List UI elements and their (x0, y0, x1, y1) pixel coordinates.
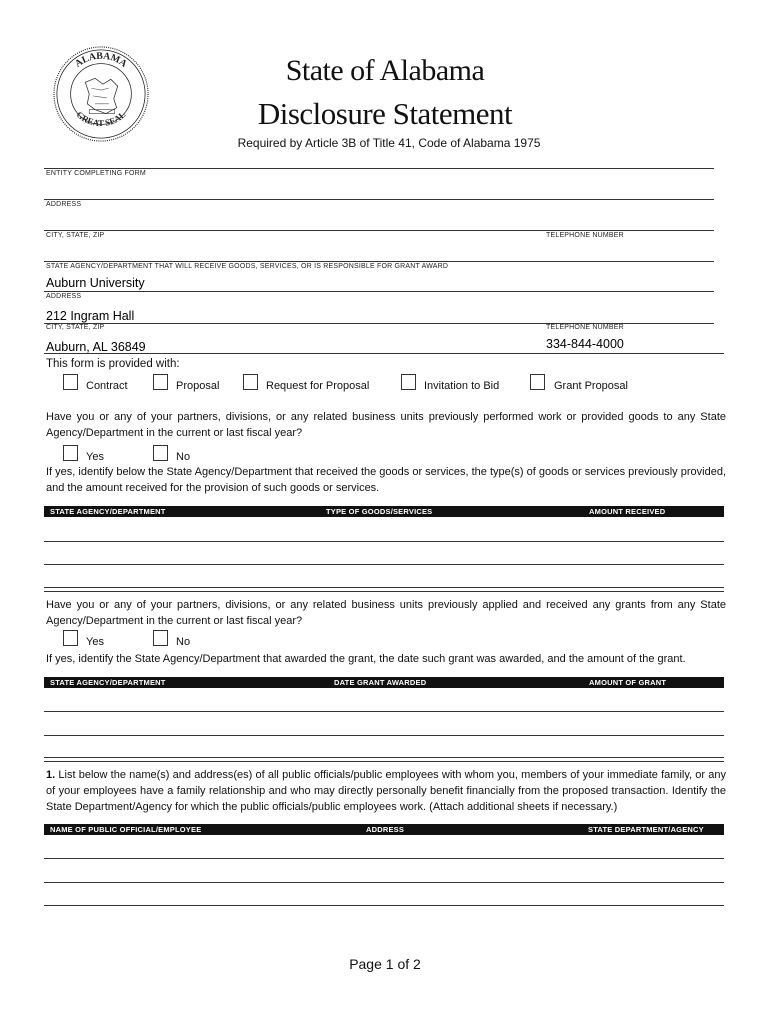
agency-line (44, 261, 714, 262)
grant-proposal-label: Grant Proposal (554, 380, 628, 392)
goods-col-agency: STATE AGENCY/DEPARTMENT (50, 507, 166, 516)
officials-question-number: 1. (46, 769, 56, 781)
grants-instruction: If yes, identify the State Agency/Department that awarded the grant, the date such grant was awarded, and the amount of the grant. (46, 653, 686, 665)
goods-no-label: No (176, 451, 191, 463)
officials-row-line-2[interactable] (44, 882, 724, 883)
seal-text-top: ALABAMA (73, 50, 129, 70)
proposal-checkbox[interactable] (153, 374, 168, 390)
officials-col-agency: STATE DEPARTMENT/AGENCY (588, 825, 704, 834)
entity-city-line (44, 230, 714, 231)
grants-no-label: No (176, 636, 191, 648)
agency-phone-label: TELEPHONE NUMBER (546, 324, 624, 331)
goods-col-amount: AMOUNT RECEIVED (589, 507, 666, 516)
goods-section-divider (44, 587, 724, 592)
agency-address-field[interactable]: 212 Ingram Hall (46, 309, 135, 323)
grants-yes-checkbox[interactable] (63, 630, 78, 646)
seal-text-bottom: GREAT SEAL (74, 109, 128, 129)
agency-label: STATE AGENCY/DEPARTMENT THAT WILL RECEIVE GOODS, SERVICES, OR IS RESPONSIBLE FOR GRANT AWARD (46, 263, 449, 270)
grants-yes-label: Yes (86, 636, 104, 648)
grant-proposal-checkbox[interactable] (530, 374, 545, 390)
officials-question (46, 767, 726, 815)
goods-row-line-2[interactable] (44, 564, 724, 565)
officials-row-line-3[interactable] (44, 905, 724, 906)
agency-field[interactable]: Auburn University (46, 276, 145, 290)
entity-phone-label: TELEPHONE NUMBER (546, 232, 624, 239)
rfp-label: Request for Proposal (266, 380, 370, 392)
goods-row-line-1[interactable] (44, 541, 724, 542)
goods-col-type: TYPE OF GOODS/SERVICES (326, 507, 433, 516)
goods-question: Have you or any of your partners, divisions, or any related business units previously performed work or provided goods to any State Agency/Department in the current or last fiscal year? (46, 411, 726, 439)
entity-address-line (44, 199, 714, 200)
agency-city-field[interactable]: Auburn, AL 36849 (46, 340, 146, 354)
agency-address-label: ADDRESS (46, 293, 82, 300)
goods-no-checkbox[interactable] (153, 445, 168, 461)
officials-row-line-1[interactable] (44, 858, 724, 859)
entity-address-label: ADDRESS (46, 201, 82, 208)
provided-with-label: This form is provided with: (46, 358, 180, 370)
agency-city-label: CITY, STATE, ZIP (46, 324, 105, 331)
grants-section-divider (44, 757, 724, 762)
contract-checkbox[interactable] (63, 374, 78, 390)
grants-question: Have you or any of your partners, divisions, or any related business units previously applied and received any grants from any State Agency/Department in the current or last fiscal year? (46, 599, 726, 627)
officials-table-header (44, 824, 724, 835)
rfp-checkbox[interactable] (243, 374, 258, 390)
proposal-label: Proposal (176, 380, 220, 392)
goods-table-header (44, 506, 724, 517)
goods-instruction: If yes, identify below the State Agency/Department that received the goods or services, the type(s) of goods or services previously provided, and the amount received for the provision of such goods or services. (46, 466, 726, 494)
officials-question-text: List below the name(s) and address(es) of all public officials/public employees with whom you, members of your immediate family, or any of your employees have a family relationship and who may directly personally benefit financially from the proposed transaction. Identify the State Department/Agency for which the public officials/public employees work. (Attach additional sheets if necessary.) (46, 769, 726, 813)
entity-line (44, 168, 714, 169)
grants-col-date: DATE GRANT AWARDED (334, 678, 427, 687)
goods-yes-label: Yes (86, 451, 104, 463)
invitation-to-bid-label: Invitation to Bid (424, 380, 500, 392)
title-state: State of Alabama (285, 54, 485, 87)
entity-label: ENTITY COMPLETING FORM (46, 170, 146, 177)
agency-end-line (44, 353, 724, 354)
agency-address-line (44, 291, 714, 292)
agency-phone-field[interactable]: 334-844-4000 (546, 337, 624, 351)
grants-row-line-2[interactable] (44, 735, 724, 736)
grants-col-amount: AMOUNT OF GRANT (589, 678, 667, 687)
page-number: Page 1 of 2 (349, 956, 421, 972)
contract-label: Contract (86, 380, 128, 392)
grants-table-header (44, 677, 724, 688)
entity-city-label: CITY, STATE, ZIP (46, 232, 105, 239)
grants-col-agency: STATE AGENCY/DEPARTMENT (50, 678, 166, 687)
goods-yes-checkbox[interactable] (63, 445, 78, 461)
grants-row-line-1[interactable] (44, 711, 724, 712)
officials-col-address: ADDRESS (366, 825, 405, 834)
grants-no-checkbox[interactable] (153, 630, 168, 646)
officials-col-name: NAME OF PUBLIC OFFICIAL/EMPLOYEE (50, 825, 202, 834)
subtitle-statute: Required by Article 3B of Title 41, Code of Alabama 1975 (237, 136, 541, 150)
title-disclosure: Disclosure Statement (257, 96, 513, 131)
invitation-to-bid-checkbox[interactable] (401, 374, 416, 390)
